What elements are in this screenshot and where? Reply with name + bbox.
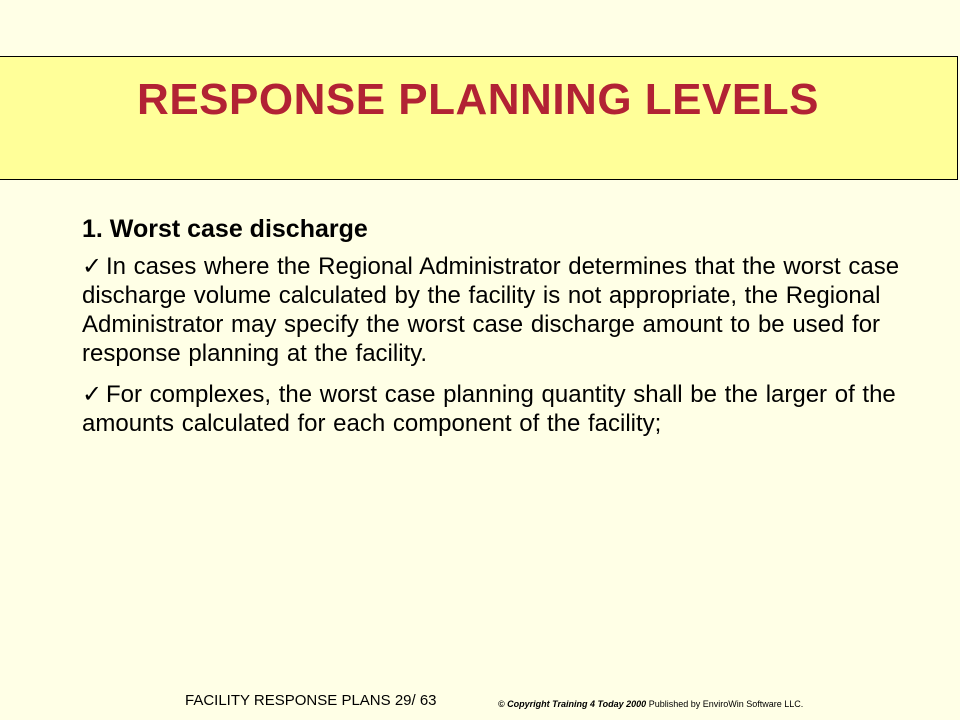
page-number: 29/ 63 [394, 692, 437, 709]
slide-title: RESPONSE PLANNING LEVELS [137, 75, 819, 124]
bullet-text: In cases where the Regional Administrator determines that the worst case discharge volume calculated by the facility is not appropriate, the Regional Administrator may specify the worst case discharge amount to be used for response planning at the facility. [82, 253, 900, 367]
publisher-text: Published by EnviroWin Software LLC. [648, 699, 804, 709]
copyright-text: © Copyright Training 4 Today 2000 [498, 699, 647, 709]
footer-copyright [498, 699, 803, 709]
section-heading: 1. Worst case discharge [82, 215, 368, 243]
deck-title: FACILITY RESPONSE PLANS [185, 692, 391, 709]
check-icon: ✓ [82, 253, 103, 280]
bullet-text: For complexes, the worst case planning quantity shall be the larger of the amounts calculated for each component of the facility; [82, 381, 896, 437]
title-banner [0, 56, 958, 180]
slide-body [82, 212, 902, 450]
check-icon: ✓ [82, 381, 103, 408]
bullet-item [82, 252, 902, 368]
bullet-item [82, 380, 902, 438]
footer-deck-label [185, 692, 437, 709]
